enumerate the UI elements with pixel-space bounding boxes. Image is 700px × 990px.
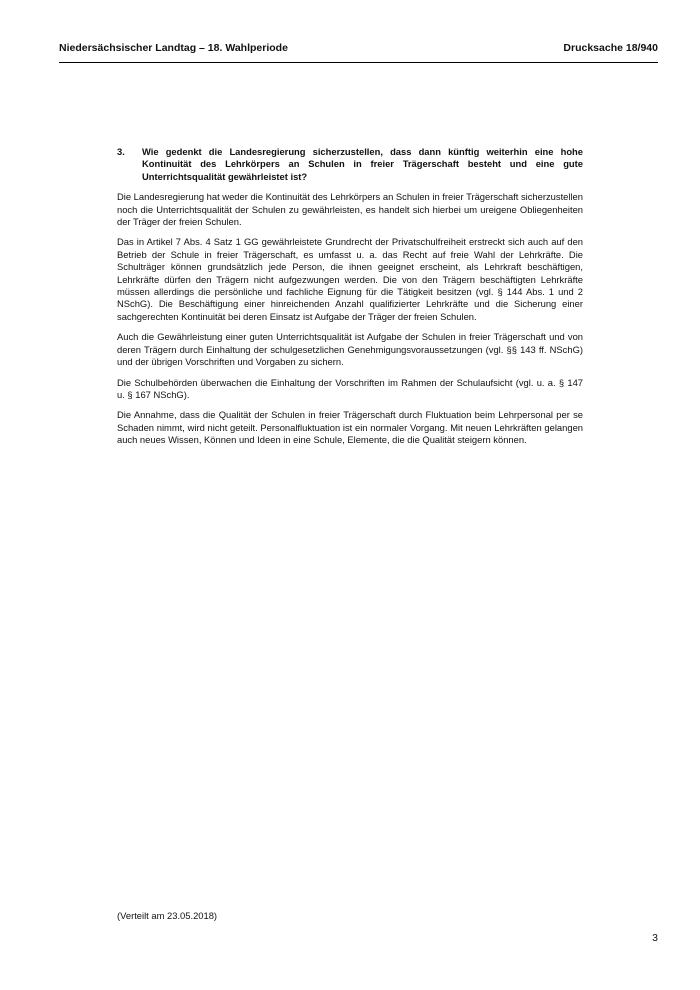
question-number: 3. [117,146,125,157]
answer-paragraph: Die Schulbehörden überwachen die Einhaltung der Vorschriften im Rahmen der Schulaufsicht (vgl. u. a. § 147 u. § 167 NSchG). [117,376,583,400]
answer-paragraph: Die Annahme, dass die Qualität der Schulen in freier Trägerschaft durch Fluktuation beim Lehrpersonal per se Schaden nimmt, wird nicht geteilt. Personalfluktuation ist ein normaler Vorgang. Mit neuen Lehrkräften gelangen auch neues Wissen, Können und Ideen in eine Schule, Elemente, die die Qualität steigern können. [117,409,583,446]
answer-paragraph: Auch die Gewährleistung einer guten Unterrichtsqualität ist Aufgabe der Schulen in freier Trägerschaft und von deren Trägern durch Einhaltung der schulgesetzlichen Genehmigungsvoraussetzungen (vgl. §§ 143 ff. NSchG) und der übrigen Vorschriften und Vorgaben zu sichern. [117,331,583,368]
header-document-number: Drucksache 18/940 [563,42,658,54]
document-body [117,146,583,455]
answer-paragraph: Die Landesregierung hat weder die Kontinuität des Lehrkörpers an Schulen in freier Trägerschaft sicherzustellen noch die Unterrichtsqualität der Schulen zu gewährleisten, es handelt sich hierbei um ureigene Obliegenheiten der Träger der freien Schulen. [117,191,583,228]
header-parliament-title: Niedersächsischer Landtag – 18. Wahlperiode [59,42,288,54]
page-number: 3 [652,932,658,944]
question-text: Wie gedenkt die Landesregierung sicherzustellen, dass dann künftig weiterhin eine hohe Kontinuität des Lehrkörpers an Schulen in freier Trägerschaft besteht und eine gute Unterrichtsqualität gewährleistet ist? [142,146,583,182]
answer-paragraph: Das in Artikel 7 Abs. 4 Satz 1 GG gewährleistete Grundrecht der Privatschulfreiheit erstreckt sich auch auf den Betrieb der Schule in freier Trägerschaft, es umfasst u. a. das Recht auf freie Wahl der Lehrkräfte. Die Schulträger können grundsätzlich jede Person, die ihnen geeignet erscheint, als Lehrkraft beschäftigen, Lehrkräfte dürfen den Trägern nicht aufgezwungen werden. Die von den Trägern beschäftigten Lehrkräfte müssen allerdings die persönliche und fachliche Eignung für die Tätigkeit besitzen (vgl. § 144 Abs. 1 und 2 NSchG). Die Beschäftigung einer hinreichenden Anzahl qualifizierter Lehrkräfte und die Sicherung einer sachgerechten Kontinuität bei deren Einsatz ist Aufgabe der Träger der freien Schulen. [117,236,583,322]
question-block [117,146,583,183]
page-header [59,38,658,63]
distribution-date-note: (Verteilt am 23.05.2018) [117,910,218,921]
